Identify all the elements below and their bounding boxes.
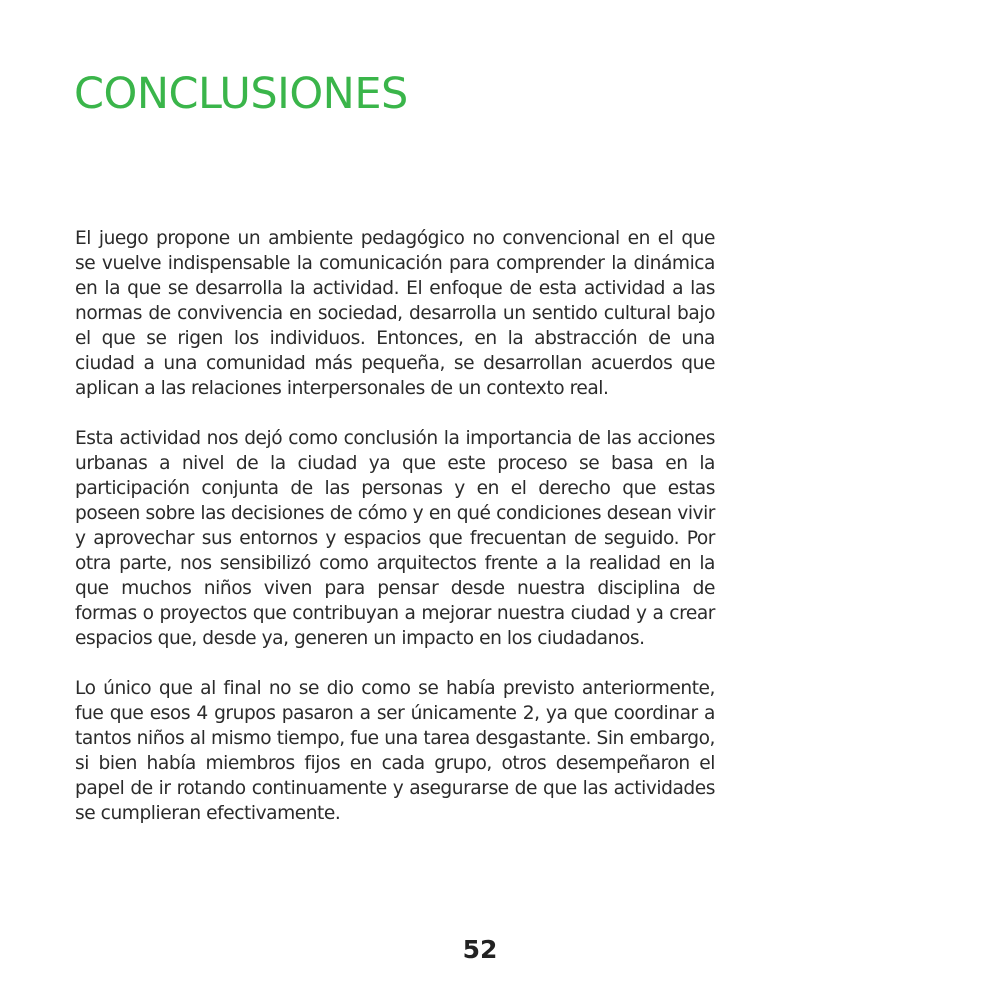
paragraph-3: Lo único que al final no se dio como se había previsto anteriormente, fue que esos 4 grupos pasaron a ser únicamente 2, ya que coordinar a tantos niños al mismo tiempo, fue una tarea desgastante. Sin embargo, si bien había miembros fijos en cada grupo, otros desempeñaron el papel de ir rotando continuamente y asegurarse de que las actividades se cumplieran efectivamente. xyxy=(75,678,715,824)
paragraph-1: El juego propone un ambiente pedagógico no convencional en el que se vuelve indispensable la comunicación para comprender la dinámica en la que se desarrolla la actividad. El enfoque de esta actividad a las normas de convivencia en sociedad, desarrolla un sentido cultural bajo el que se rigen los individuos. Entonces, en la abstracción de una ciudad a una comunidad más pequeña, se desarrollan acuerdos que aplican a las relaciones interpersonales de un contexto real. xyxy=(75,228,715,399)
body-text xyxy=(75,226,715,826)
page-title: CONCLUSIONES xyxy=(74,69,408,119)
page-number: 52 xyxy=(462,935,498,964)
paragraph-2: Esta actividad nos dejó como conclusión la importancia de las acciones urbanas a nivel de la ciudad ya que este proceso se basa en la participación conjunta de las personas y en el derecho que estas poseen sobre las decisiones de cómo y en qué condiciones desean vivir y aprovechar sus entornos y espacios que frecuentan de seguido. Por otra parte, nos sensibilizó como arquitectos frente a la realidad en la que muchos niños viven para pensar desde nuestra disciplina de formas o proyectos que contribuyan a mejorar nuestra ciudad y a crear espacios que, desde ya, generen un impacto en los ciudadanos. xyxy=(75,428,715,649)
